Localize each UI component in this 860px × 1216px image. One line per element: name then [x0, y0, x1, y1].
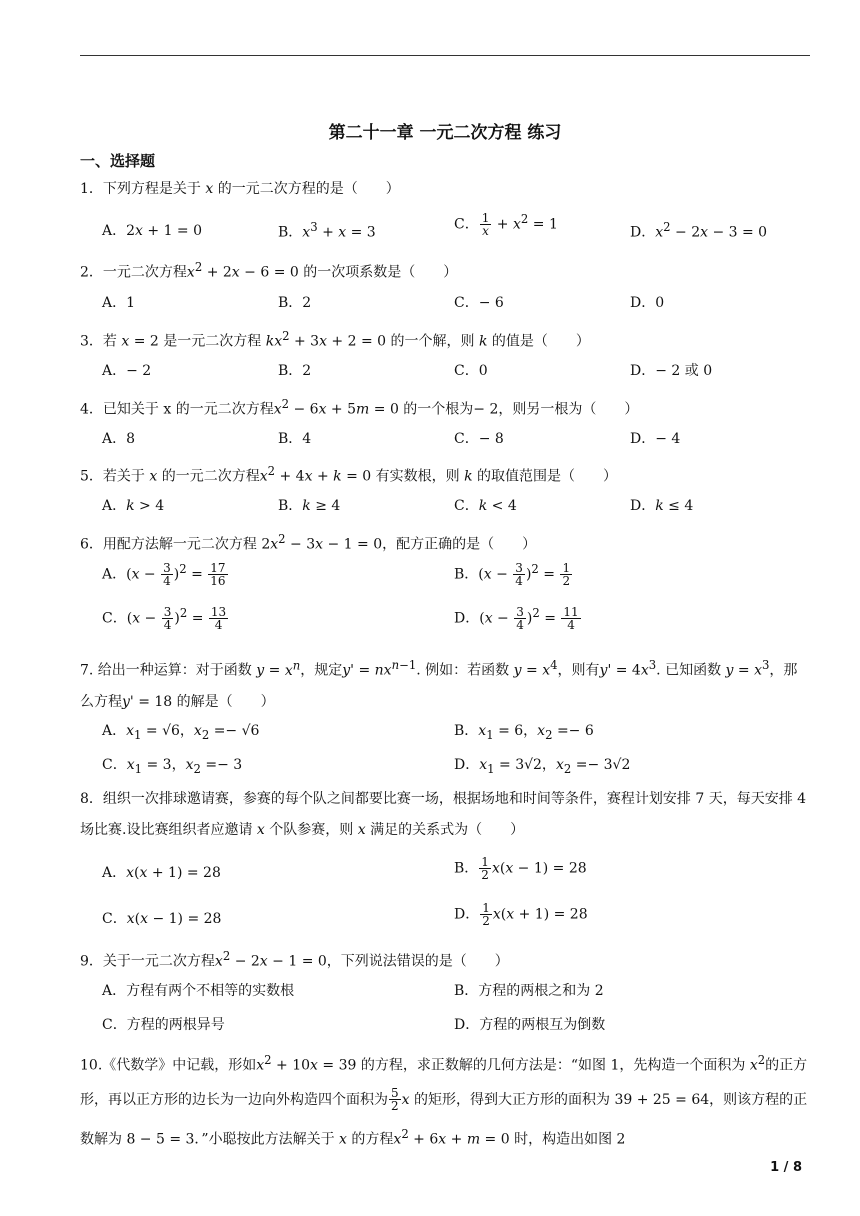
option-a: A．x(x + 1) = 28: [102, 865, 221, 881]
option-d: D． $\frac{1}{2}$ x(x + 1) = 28: [454, 901, 588, 928]
fraction: $\frac{1}{x}$: [481, 211, 490, 239]
option-a: A．2x + 1 = 0: [102, 223, 203, 239]
option-d: D．方程的两根互为倒数: [454, 1017, 606, 1033]
option-d: D．$x_1 = 3√2$，$x_2 =- 3√2$: [454, 757, 631, 776]
option-d: D．k ≤ 4: [630, 498, 694, 514]
header-rule: [80, 55, 810, 56]
question-2-options: [102, 292, 810, 318]
question-6-options-row-1: [102, 562, 810, 588]
question-5-stem: 5．若关于 x 的一元二次方程$x^2 + 4x + k = 0$ 有实数根，则 k 的取值范围是（ ）: [80, 464, 618, 485]
question-7-options-row-1: [102, 720, 810, 746]
option-a: A．$x_1 = √6$，$x_2 =- √6$: [102, 723, 260, 742]
option-a: A．− 2: [102, 363, 152, 379]
option-b: B．$x_1 = 6$，$x_2 =- 6$: [454, 723, 594, 742]
option-b: B．2: [278, 295, 312, 311]
option-b: B．k ≥ 4: [278, 498, 341, 514]
question-8-stem: 8．组织一次排球邀请赛，参赛的每个队之间都要比赛一场，根据场地和时间等条件，赛程计划安排 7 天，每天安排 4 场比赛.设比赛组织者应邀请 x 个队参赛，则 x 满足的关系式为（ ）: [80, 791, 807, 838]
document-title: 第二十一章 一元二次方程 练习: [328, 123, 562, 143]
page-number: 1 / 8: [770, 1160, 802, 1175]
question-8-options-row-2: [102, 901, 810, 934]
option-a: A．(x − $\frac{3}{4}$ )$^2$ = $\frac{17}{16}$: [102, 561, 226, 589]
question-6-options-row-2: [102, 606, 810, 632]
question-8-options-row-1: [102, 855, 810, 888]
option-c: C．k < 4: [454, 498, 517, 514]
question-7-stem: 7. 给出一种运算：对于函数 $y = x^n$，规定$y' = nx^{n-1}$. 例如：若函数 $y = x^4$，则有$y' = 4x^3$. 已知函数 $y = x^3$，那么方程y' = 18 的解是（ ）: [80, 658, 798, 710]
question-3-options: [102, 360, 810, 386]
question-9-stem: 9．关于一元二次方程$x^2 - 2x - 1 = 0$，下列说法错误的是（ ）: [80, 949, 509, 970]
option-b: B．$x^3 + x = 3$: [278, 220, 376, 241]
option-c: C．方程的两根异号: [102, 1017, 225, 1033]
question-3-stem: 3．若 x = 2 是一元二次方程 $kx^2 + 3x + 2 = 0$ 的一个解，则 k 的值是（ ）: [80, 329, 590, 350]
question-4-stem: 4．已知关于 x 的一元二次方程$x^2 - 6x + 5m = 0$ 的一个根为− 2，则另一根为（ ）: [80, 397, 639, 418]
option-d: D．(x − $\frac{3}{4}$ )$^2$ = $\frac{11}{4}$: [454, 605, 579, 633]
question-5-options: [102, 495, 810, 521]
option-c: C．− 6: [454, 295, 504, 311]
option-a: A．8: [102, 431, 136, 447]
option-a: A．方程有两个不相等的实数根: [102, 983, 295, 999]
question-9-options-row-1: [102, 980, 810, 1006]
option-b: B．4: [278, 431, 312, 447]
question-9-options-row-2: [102, 1014, 810, 1040]
option-d: D．− 4: [630, 431, 681, 447]
question-1-options: [102, 211, 810, 246]
option-b: B．方程的两根之和为 2: [454, 983, 604, 999]
section-heading: 一、选择题: [80, 152, 156, 170]
question-4-options: [102, 428, 810, 454]
option-c: C．$x_1 = 3$，$x_2 =- 3$: [102, 757, 243, 776]
question-1-stem: 1．下列方程是关于 x 的一元二次方程的是（ ）: [80, 181, 400, 197]
question-10-stem: 10.《代数学》中记载，形如$x^2 + 10x = 39$ 的方程，求正数解的几何方法是：“如图 1，先构造一个面积为 $x^2$的正方形，再以正方形的边长为一边向外构造四个面积为 $\frac{5}{2}$ x 的矩形，得到大正方形的面积为 39 + 25 = 64，则该方程的正数解为 8 − 5 = 3．”小聪按此方法解关于 x 的方程$x^2 + 6x + m = 0$ 时，构造出如图 2: [80, 1053, 808, 1148]
question-6-stem: 6．用配方法解一元二次方程 $2x^2 - 3x - 1 = 0$，配方正确的是（ ）: [80, 532, 537, 553]
option-c: C．0: [454, 363, 488, 379]
question-2-stem: 2．一元二次方程$x^2 + 2x - 6 = 0$ 的一次项系数是（ ）: [80, 260, 458, 281]
option-b: B．(x − $\frac{3}{4}$ )$^2$ = $\frac{1}{2}$: [454, 561, 571, 589]
option-d: D．$x^2 - 2x - 3 = 0$: [630, 220, 768, 241]
option-b: B．2: [278, 363, 312, 379]
option-c: C． $\frac{1}{x}$ + $x^2 = 1$: [454, 211, 558, 239]
option-a: A．k > 4: [102, 498, 165, 514]
option-d: D．− 2 或 0: [630, 363, 713, 379]
option-c: C．(x − $\frac{3}{4}$ )$^2$ = $\frac{13}{4}$: [102, 605, 227, 633]
question-7-options-row-2: [102, 754, 810, 780]
option-c: C．x(x − 1) = 28: [102, 911, 222, 927]
option-b: B． $\frac{1}{2}$ x(x − 1) = 28: [454, 855, 587, 882]
option-c: C．− 8: [454, 431, 504, 447]
option-a: A．1: [102, 295, 136, 311]
option-d: D．0: [630, 295, 665, 311]
